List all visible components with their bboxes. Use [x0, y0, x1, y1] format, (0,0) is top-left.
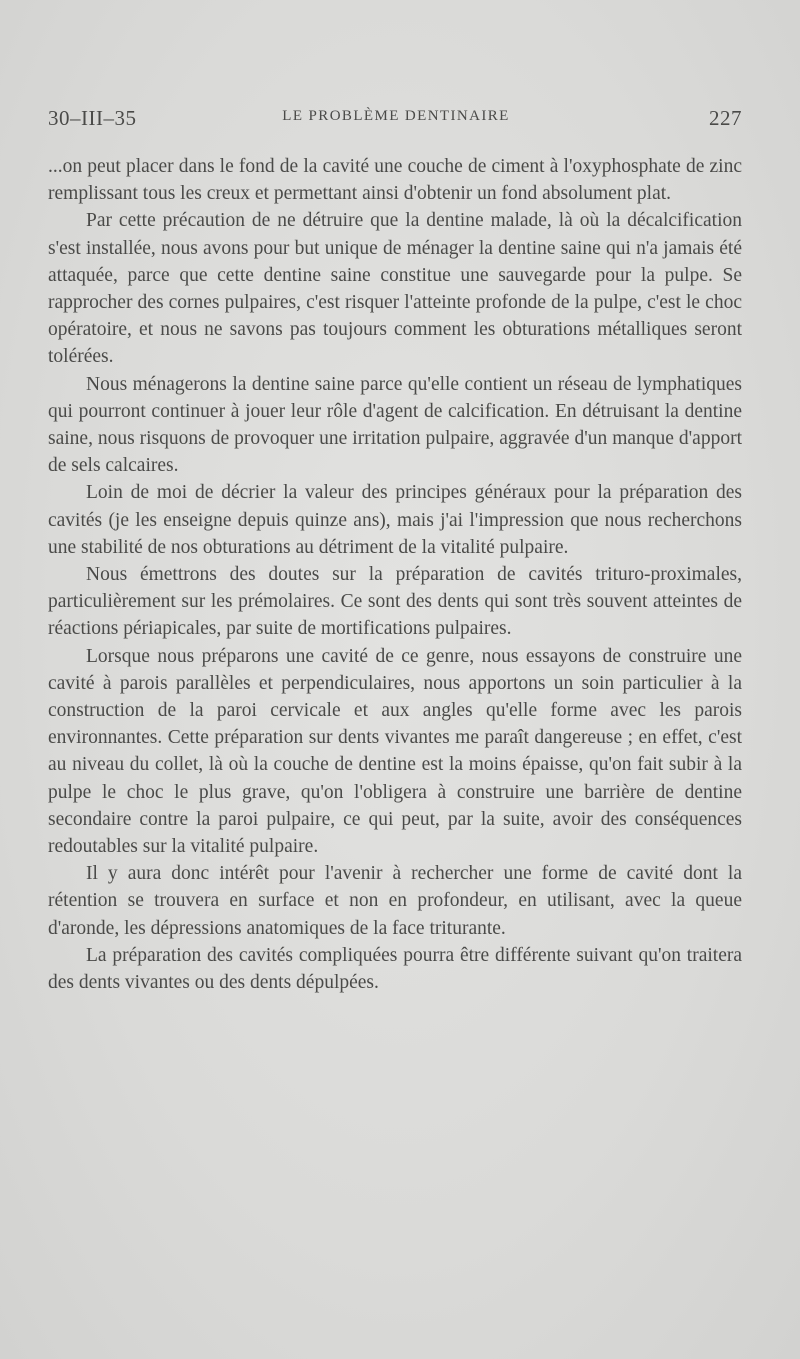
paragraph: Nous émettrons des doutes sur la préparation de cavités trituro-proximales, particulièrement sur les prémolaires. Ce sont des dents qui sont très souvent atteintes de réactions périapicales, par suite de mortifications pulpaires.: [48, 564, 742, 640]
header-title: LE PROBLÈME DENTINAIRE: [282, 108, 510, 124]
paragraph: ...on peut placer dans le fond de la cavité une couche de ciment à l'oxyphosphate de zinc remplissant tous les creux et permettant ainsi d'obtenir un fond absolument plat.: [48, 156, 742, 205]
page-number: 227: [709, 106, 742, 130]
paragraph: Par cette précaution de ne détruire que la dentine malade, là où la décalcification s'est installée, nous avons pour but unique de ménager la dentine saine qui n'a jamais été attaquée, parce que cette dentine saine constitue une sauvegarde pour la pulpe. Se rapprocher des cornes pulpaires, c'est risquer l'atteinte profonde de la pulpe, c'est le choc opératoire, et nous ne savons pas toujours comment les obturations métalliques seront tolérées.: [48, 210, 742, 368]
paragraph: Nous ménagerons la dentine saine parce qu'elle contient un réseau de lymphatiques qui pourront continuer à jouer leur rôle d'agent de calcification. En détruisant la dentine saine, nous risquons de provoquer une irritation pulpaire, aggravée d'un manque d'apport de sels calcaires.: [48, 373, 742, 477]
paragraph: La préparation des cavités compliquées pourra être différente suivant qu'on traitera des dents vivantes ou des dents dépulpées.: [48, 944, 742, 994]
paragraph: Loin de moi de décrier la valeur des principes généraux pour la préparation des cavités (je les enseigne depuis quinze ans), mais j'ai l'impression que nous recherchons une stabilité de nos obturations au détriment de la vitalité pulpaire.: [48, 482, 742, 558]
header-date: 30–III–35: [48, 106, 137, 130]
running-header: [48, 106, 744, 132]
paragraph: Il y aura donc intérêt pour l'avenir à rechercher une forme de cavité dont la rétention se trouvera en surface et non en profondeur, en utilisant, avec la queue d'aronde, les dépressions anatomiques de la face triturante.: [48, 863, 742, 939]
body-text: [48, 153, 742, 996]
paragraph: Lorsque nous préparons une cavité de ce genre, nous essayons de construire une cavité à parois parallèles et perpendiculaires, nous apportons un soin particulier à la construction de la paroi cervicale et aux angles qu'elle forme avec les parois environnantes. Cette préparation sur dents vivantes me paraît dangereuse ; en effet, c'est au niveau du collet, là où la couche de dentine est la moins épaisse, qu'on fait subir à la pulpe le choc le plus grave, qu'on l'obligera à construire une barrière de dentine secondaire contre la paroi pulpaire, ce qui peut, par la suite, avoir des conséquences redoutables sur la vitalité pulpaire.: [48, 645, 742, 858]
